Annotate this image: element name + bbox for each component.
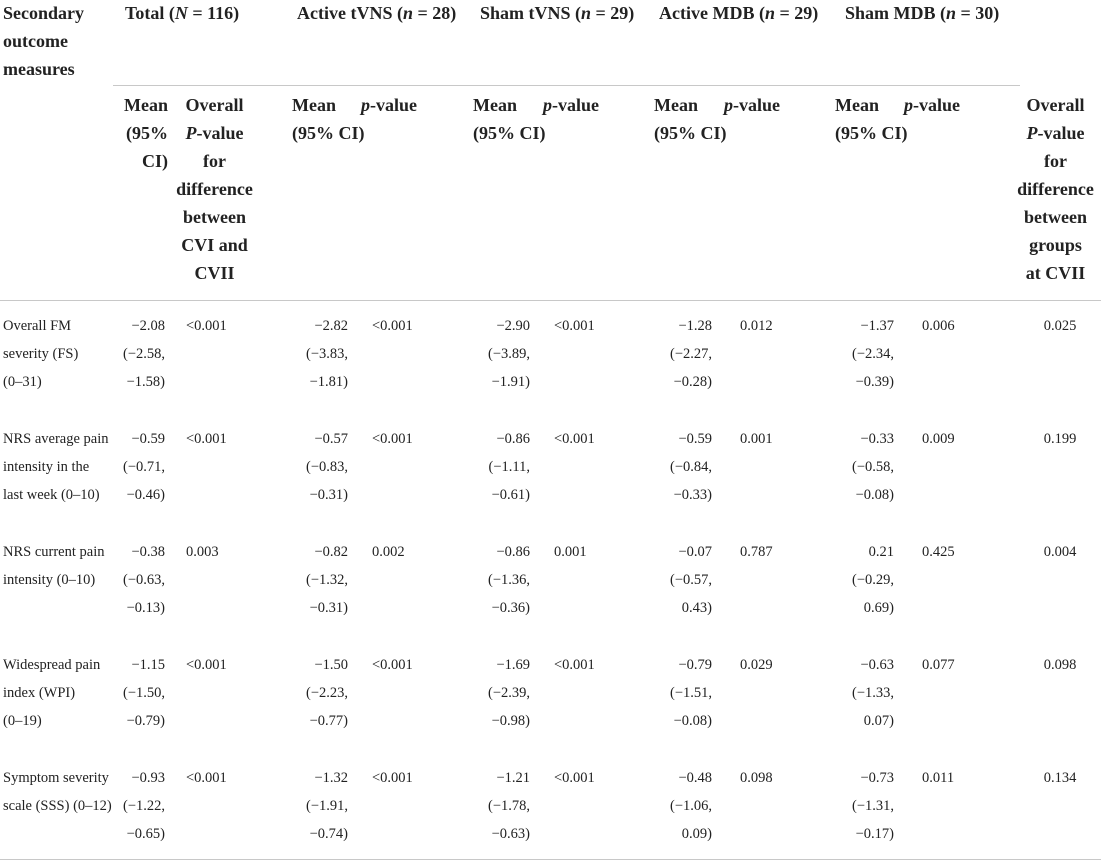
row-group-mean: −1.69 (−2.39, −0.98) (487, 657, 530, 729)
row-group-mean: −0.57 (−0.83, −0.31) (305, 431, 348, 503)
group-header-active-mdb: Active MDB (n = 29) (659, 3, 819, 23)
row-group-p: 0.787 (740, 544, 773, 560)
row-group-p: 0.001 (740, 431, 773, 447)
row-group-mean: −1.28 (−2.27, −0.28) (669, 318, 712, 390)
row-group-p: <0.001 (554, 431, 595, 447)
row-total-p: <0.001 (186, 318, 227, 334)
row-group-mean: −0.33 (−0.58, −0.08) (851, 431, 894, 503)
row-measure-label: Overall FM severity (FS) (0–31) (3, 318, 79, 390)
row-group-mean: −0.73 (−1.31, −0.17) (851, 770, 894, 842)
row-group-p: <0.001 (554, 318, 595, 334)
row-group-mean: −2.90 (−3.89, −1.91) (487, 318, 530, 390)
row-group-mean: −0.63 (−1.33, 0.07) (851, 657, 894, 729)
row-measure-label: NRS current pain intensity (0–10) (3, 544, 105, 588)
row-group-p: 0.077 (922, 657, 955, 673)
subheader-total-mean: Mean (95% CI) (124, 95, 168, 171)
row-overall-p: 0.199 (1043, 431, 1077, 447)
row-group-p: <0.001 (372, 657, 413, 673)
row-group-p: 0.012 (740, 318, 773, 334)
row-group-mean: −0.86 (−1.11, −0.61) (488, 431, 530, 503)
row-group-mean: 0.21 (−0.29, 0.69) (851, 544, 894, 616)
subheader-active-mdb: Mean (95% CI) (654, 95, 727, 143)
row-group-mean: −1.32 (−1.91, −0.74) (305, 770, 348, 842)
group-header-total: Total (N = 116) (125, 3, 240, 23)
subheader-active-tvns-p: p-value (361, 95, 417, 115)
row-overall-p: 0.004 (1043, 544, 1077, 560)
row-overall-p: 0.098 (1043, 657, 1077, 673)
row-group-p: 0.001 (554, 544, 587, 560)
subheader-total-p: Overall P-value for difference between CVI and CVII (176, 95, 253, 283)
row-group-p: 0.011 (922, 770, 955, 786)
subheader-sham-mdb: Mean (95% CI) (835, 95, 908, 143)
row-total-mean: −0.38 (−0.63, −0.13) (122, 544, 165, 616)
row-group-p: <0.001 (372, 431, 413, 447)
row-group-mean: −0.82 (−1.32, −0.31) (305, 544, 348, 616)
row-measure-label: NRS average pain intensity in the last week (0–10) (3, 431, 109, 503)
row-group-mean: −0.07 (−0.57, 0.43) (669, 544, 712, 616)
subheader-overall-p: Overall P-value for difference between groups at CVII (1017, 95, 1094, 283)
table-bottom-rule (0, 859, 1101, 860)
row-overall-p: 0.134 (1043, 770, 1077, 786)
row-group-p: 0.425 (922, 544, 955, 560)
row-total-p: <0.001 (186, 770, 227, 786)
subheader-sham-tvns: Mean (95% CI) (473, 95, 546, 143)
row-group-p: <0.001 (372, 318, 413, 334)
row-measure-label: Symptom severity scale (SSS) (0–12) (3, 770, 112, 814)
row-group-p: 0.098 (740, 770, 773, 786)
row-group-mean: −0.86 (−1.36, −0.36) (487, 544, 530, 616)
row-group-mean: −0.48 (−1.06, 0.09) (669, 770, 712, 842)
row-group-p: 0.009 (922, 431, 955, 447)
subheader-sham-mdb-p: p-value (904, 95, 960, 115)
row-total-mean: −0.93 (−1.22, −0.65) (122, 770, 165, 842)
row-group-p: 0.029 (740, 657, 773, 673)
header-bottom-rule (0, 300, 1101, 301)
row-group-mean: −0.59 (−0.84, −0.33) (669, 431, 712, 503)
group-header-sham-mdb: Sham MDB (n = 30) (845, 3, 1000, 23)
row-group-p: 0.002 (372, 544, 405, 560)
row-group-mean: −1.50 (−2.23, −0.77) (305, 657, 348, 729)
group-header-active-tvns: Active tVNS (n = 28) (297, 3, 457, 23)
row-group-mean: −1.37 (−2.34, −0.39) (851, 318, 894, 390)
row-total-mean: −1.15 (−1.50, −0.79) (122, 657, 165, 729)
row-group-mean: −1.21 (−1.78, −0.63) (487, 770, 530, 842)
row-group-p: <0.001 (372, 770, 413, 786)
row-total-p: <0.001 (186, 431, 227, 447)
row-total-p: 0.003 (186, 544, 219, 560)
row-total-mean: −0.59 (−0.71, −0.46) (122, 431, 165, 503)
row-group-mean: −2.82 (−3.83, −1.81) (305, 318, 348, 390)
subheader-active-tvns: Mean (95% CI) (292, 95, 365, 143)
row-total-mean: −2.08 (−2.58, −1.58) (122, 318, 165, 390)
row-total-p: <0.001 (186, 657, 227, 673)
subheader-sham-tvns-p: p-value (543, 95, 599, 115)
group-header-sham-tvns: Sham tVNS (n = 29) (480, 3, 635, 23)
row-group-p: <0.001 (554, 657, 595, 673)
stub-header: Secondary outcome measures (3, 3, 84, 79)
subheader-active-mdb-p: p-value (724, 95, 780, 115)
row-group-mean: −0.79 (−1.51, −0.08) (669, 657, 712, 729)
row-overall-p: 0.025 (1043, 318, 1077, 334)
row-group-p: <0.001 (554, 770, 595, 786)
row-measure-label: Widespread pain index (WPI) (0–19) (3, 657, 101, 729)
row-group-p: 0.006 (922, 318, 955, 334)
group-header-rule (113, 85, 1020, 86)
